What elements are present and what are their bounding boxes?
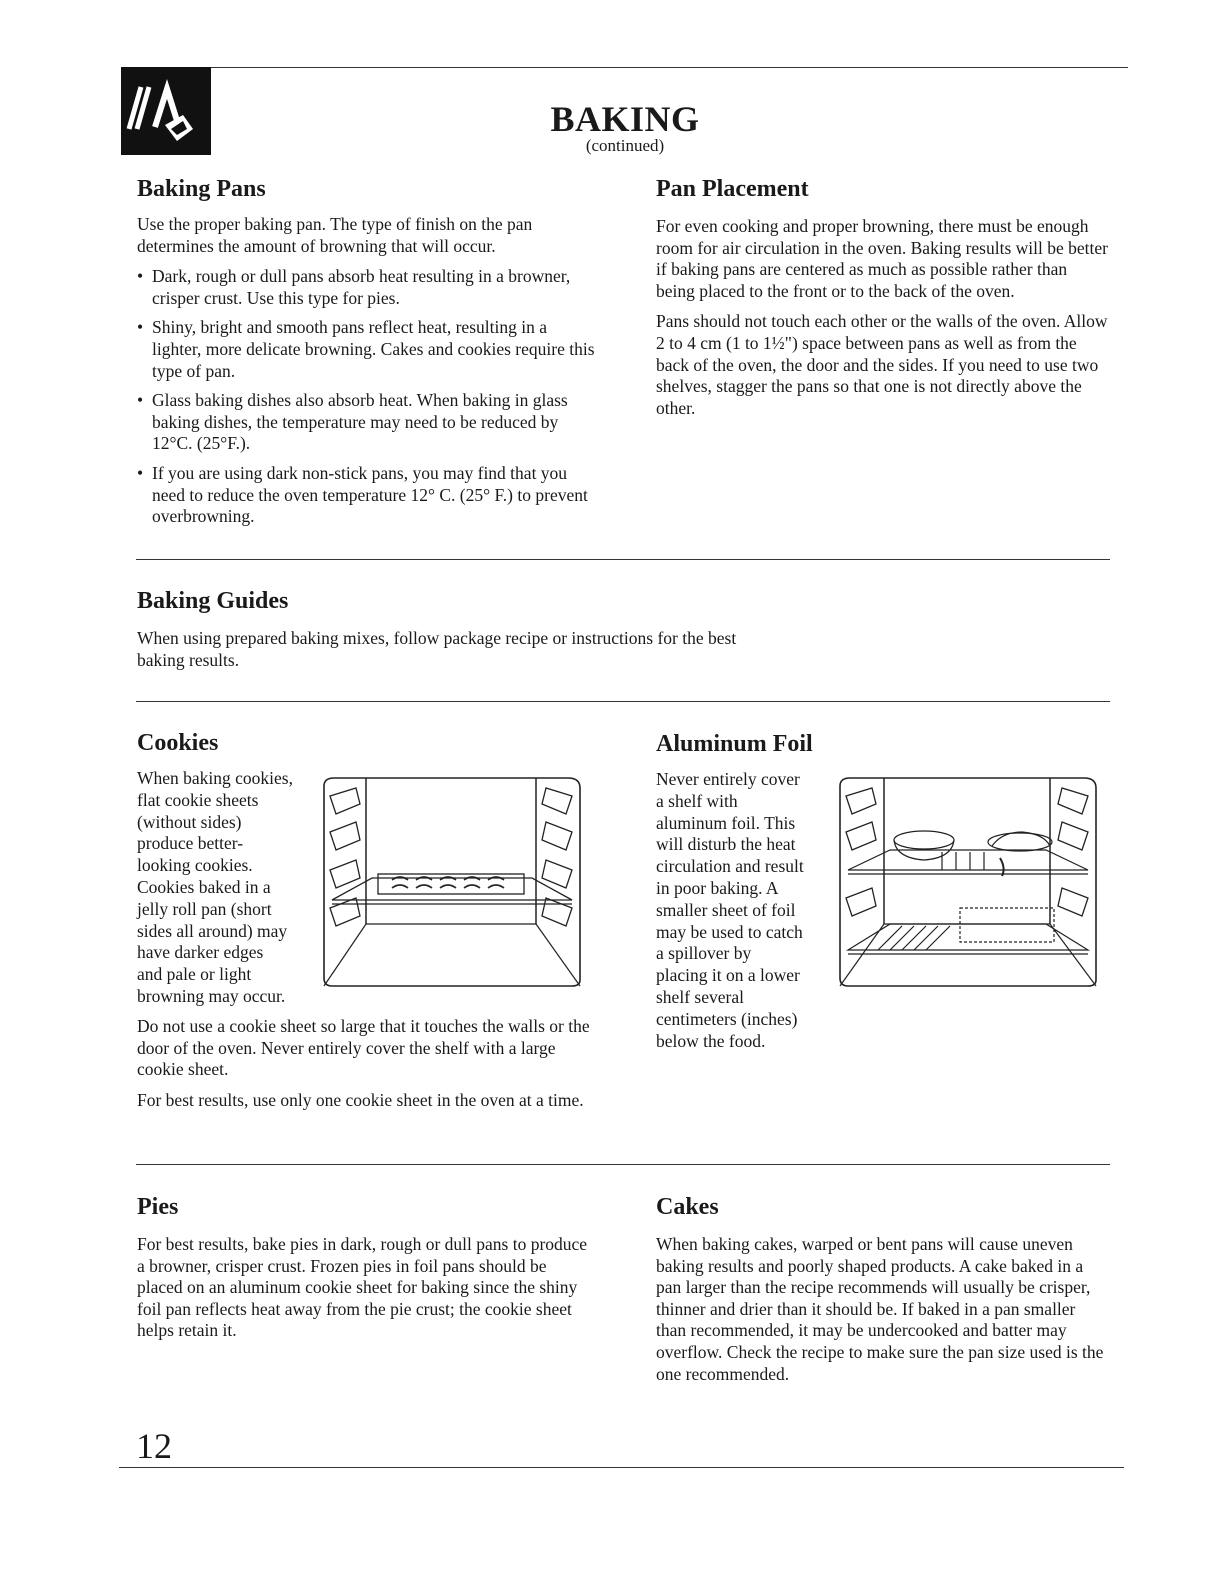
page-subtitle: (continued) — [585, 136, 665, 155]
baking-pans-section — [137, 214, 597, 536]
cookies-p2: Do not use a cookie sheet so large that it touches the walls or the door of the oven. Never entirely cover the shelf with a large cookie sheet. — [137, 1016, 590, 1080]
baking-pans-heading: Baking Pans — [137, 176, 266, 202]
pies-text: For best results, bake pies in dark, rough or dull pans to produce a browner, crisper crust. Frozen pies in foil pans should be placed on an aluminum cookie sheet for baking since the shiny foil pan reflects heat away from the pie crust; the cookie sheet helps retain it. — [137, 1234, 588, 1341]
list-item: • Shiny, bright and smooth pans reflect heat, resulting in a lighter, more delicate browning. Cakes and cookies require this type of pan. — [137, 317, 595, 381]
baking-pans-intro: Use the proper baking pan. The type of finish on the pan determines the amount of browning that will occur. — [137, 214, 533, 256]
bullet-icon: • — [137, 266, 144, 287]
cakes-text: When baking cakes, warped or bent pans will cause uneven baking results and poorly shaped products. A cake baked in a pan larger than the recipe recommends will usually be crisper, thinner and drier than it should be. If baked in a pan smaller than recommended, it may be undercooked and batter may overflow. Check the recipe to make sure the pan size used is the one recommended. — [656, 1234, 1104, 1384]
aluminum-foil-text: Never entirely cover a shelf with aluminum foil. This will disturb the heat circulation and result in poor baking. A smaller sheet of foil may be used to catch a spillover by placing it on a lower shelf several centimeters (inches) below the food. — [656, 769, 804, 1051]
bullet-icon: • — [137, 390, 144, 411]
cookies-p3: For best results, use only one cookie sheet in the oven at a time. — [137, 1089, 584, 1110]
bullet-icon: • — [137, 317, 144, 338]
bullet-icon: • — [137, 462, 144, 483]
top-rule — [121, 67, 1128, 68]
divider — [136, 1164, 1110, 1165]
baking-guides-text: When using prepared baking mixes, follow package recipe or instructions for the best baking results. — [137, 628, 737, 670]
list-item: • Dark, rough or dull pans absorb heat resulting in a browner, crisper crust. Use this type for pies. — [137, 266, 571, 308]
pan-placement-section — [656, 216, 1108, 428]
foil-oven-illustration — [832, 774, 1102, 990]
page-number: 12 — [136, 1426, 172, 1466]
cookies-heading: Cookies — [137, 730, 219, 756]
pan-placement-p1: For even cooking and proper browning, there must be enough room for air circulation in the oven. Baking results will be better if baking pans are centered as much as possible rather than being placed to the front or to the back of the oven. — [656, 216, 1108, 301]
bottom-rule — [119, 1467, 1124, 1468]
divider — [136, 701, 1110, 702]
list-item: • If you are using dark non-stick pans, you may find that you need to reduce the oven temperature 12° C. (25° F.) to prevent overbrowning. — [137, 462, 588, 527]
pan-placement-p2: Pans should not touch each other or the walls of the oven. Allow 2 to 4 cm (1 to 1½") space between pans as well as from the back of the oven, the door and the sides. If you need to use two shelves, stagger the pans so that one is not directly above the other. — [656, 311, 1108, 418]
page-title: BAKING — [550, 99, 700, 139]
baking-guides-heading: Baking Guides — [137, 588, 289, 614]
cakes-heading: Cakes — [656, 1194, 719, 1220]
pies-heading: Pies — [137, 1194, 179, 1220]
divider — [136, 559, 1110, 560]
cookies-wrap-text: When baking cookies, flat cookie sheets (without sides) produce better- looking cookies. Cookies baked in a jelly roll pan (short sides all around) may have darker edges and pale or light browning may occur. — [137, 768, 293, 1006]
pan-placement-heading: Pan Placement — [656, 176, 809, 202]
aluminum-foil-heading: Aluminum Foil — [656, 731, 813, 757]
cookies-tail-section — [137, 1016, 592, 1120]
list-item: • Glass baking dishes also absorb heat. When baking in glass baking dishes, the temperature may need to be reduced by 12°C. (25°F.). — [137, 390, 568, 454]
cookie-oven-illustration — [316, 774, 586, 990]
